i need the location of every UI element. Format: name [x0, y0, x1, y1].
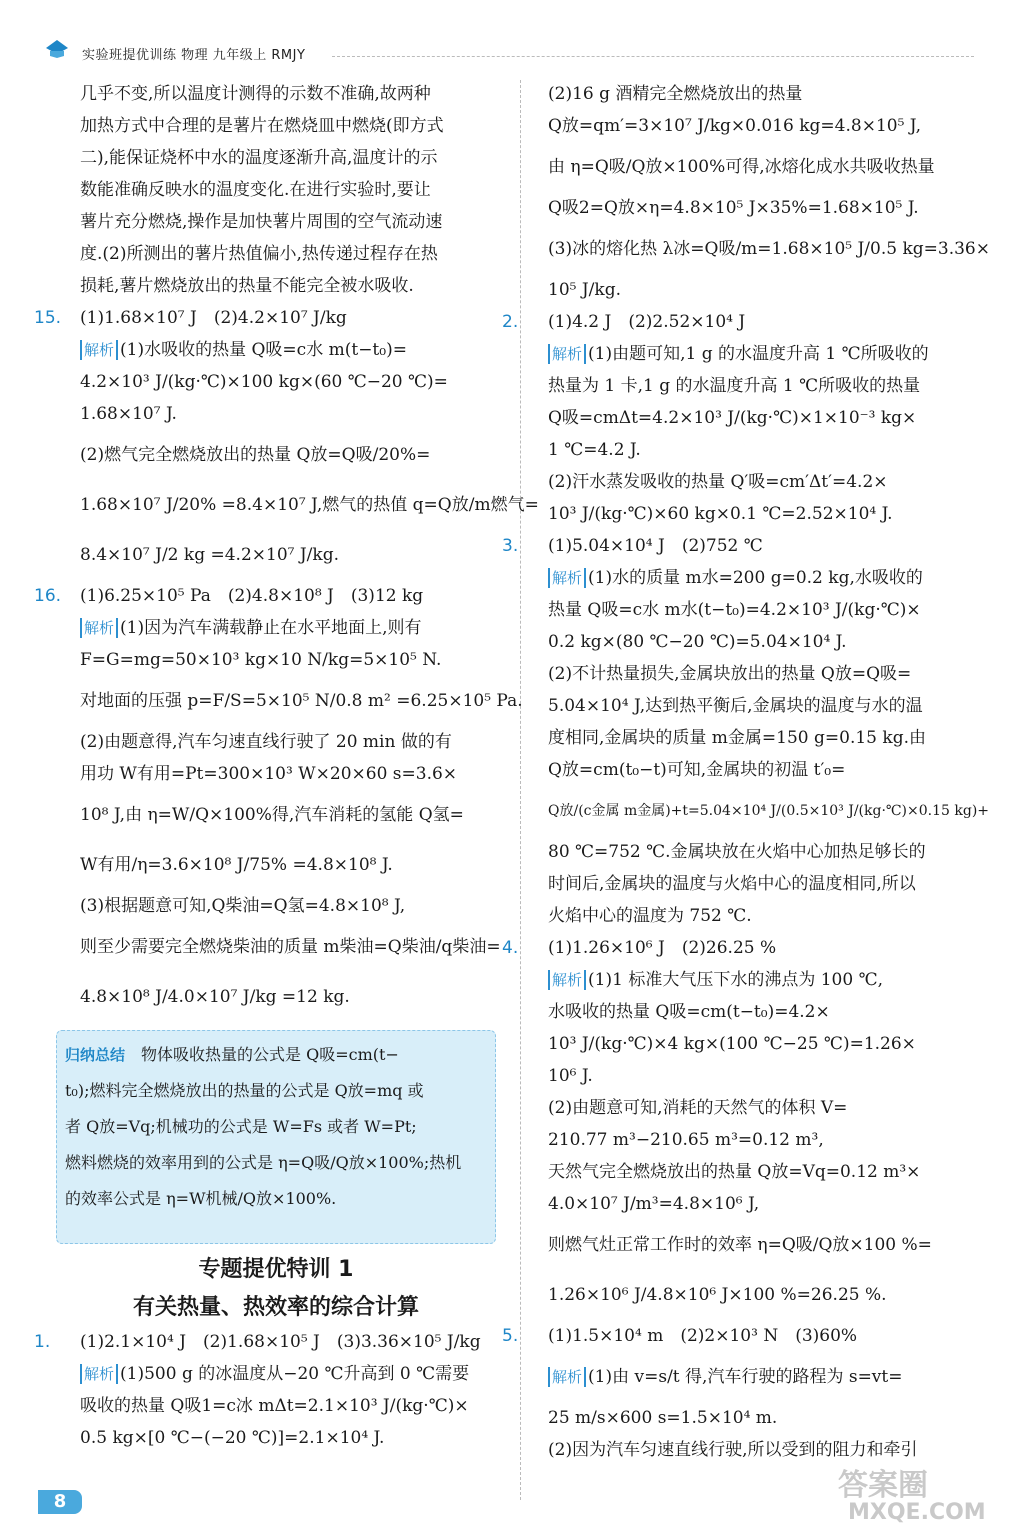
- summary-text: 燃料燃烧的效率用到的公式是 η=Q吸/Q放×100%;热机: [65, 1153, 462, 1172]
- text-line: 1 ℃=4.2 J.: [548, 440, 641, 460]
- text-line: (1)由题可知,1 g 的水温度升高 1 ℃所吸收的: [588, 344, 929, 364]
- text-line: 10⁶ J.: [548, 1066, 593, 1086]
- right-column: [502, 78, 990, 1466]
- summary-text: 的效率公式是 η=W机械/Q放×100%.: [65, 1189, 337, 1208]
- header-title: 实验班提优训练 物理 九年级上 RMJY: [82, 48, 306, 63]
- text-line: (2)由题意得,汽车匀速直线行驶了 20 min 做的有: [80, 732, 452, 752]
- text-line: Q吸2=Q放×η=4.8×10⁵ J×35%=1.68×10⁵ J.: [548, 198, 919, 218]
- question-number: 15.: [34, 308, 62, 328]
- question-number: 1.: [34, 1332, 51, 1352]
- analysis-tag: 解析: [80, 340, 118, 360]
- page-number: 8: [38, 1490, 82, 1514]
- analysis-tag: 解析: [548, 568, 586, 588]
- analysis-tag: 解析: [548, 1367, 586, 1387]
- analysis-tag: 解析: [548, 970, 586, 990]
- text-line: 热量为 1 卡,1 g 的水温度升高 1 ℃所吸收的热量: [548, 376, 921, 396]
- question-number: 16.: [34, 586, 62, 606]
- question-number: 3.: [502, 536, 519, 556]
- text-line: 1.68×10⁷ J/20% =8.4×10⁷ J,燃气的热值 q=Q放/m燃气=: [80, 495, 539, 515]
- text-line: 度.(2)所测出的薯片热值偏小,热传递过程存在热: [80, 244, 438, 264]
- watermark-logo: 答案圈: [838, 1468, 928, 1503]
- text-line: (2)16 g 酒精完全燃烧放出的热量: [548, 84, 803, 104]
- text-line: 损耗,薯片燃烧放出的热量不能完全被水吸收.: [80, 276, 414, 296]
- text-line: 度相同,金属块的质量 m金属=150 g=0.15 kg.由: [548, 728, 926, 748]
- question-number: 4.: [502, 938, 519, 958]
- header-rule: [332, 56, 974, 57]
- text-line: (1)1 标准大气压下水的沸点为 100 ℃,: [588, 970, 883, 990]
- text-line: 数能准确反映水的温度变化.在进行实验时,要让: [80, 180, 431, 200]
- text-line: 吸收的热量 Q吸1=c冰 mΔt=2.1×10³ J/(kg·℃)×: [80, 1396, 469, 1416]
- text-line: 10⁵ J/kg.: [548, 280, 621, 300]
- text-line: 天然气完全燃烧放出的热量 Q放=Vq=0.12 m³×: [548, 1162, 921, 1182]
- summary-title: 归纳总结: [65, 1046, 126, 1064]
- summary-box: [56, 1030, 496, 1244]
- answer-text: (1)4.2 J (2)2.52×10⁴ J: [548, 312, 746, 332]
- answer-line-1: [34, 1326, 500, 1358]
- text-line: 5.04×10⁴ J,达到热平衡后,金属块的温度与水的温: [548, 696, 923, 716]
- text-line: 1.26×10⁶ J/4.8×10⁶ J×100 %=26.25 %.: [548, 1285, 887, 1305]
- answer-text: (1)1.26×10⁶ J (2)26.25 %: [548, 938, 777, 958]
- text-line: (2)由题意可知,消耗的天然气的体积 V=: [548, 1098, 848, 1118]
- text-line: (1)由 v=s/t 得,汽车行驶的路程为 s=vt=: [588, 1367, 903, 1387]
- analysis-tag: 解析: [80, 1364, 118, 1384]
- text-line: 火焰中心的温度为 752 ℃.: [548, 906, 752, 926]
- text-line: (2)不计热量损失,金属块放出的热量 Q放=Q吸=: [548, 664, 912, 684]
- analysis-tag: 解析: [80, 618, 118, 638]
- section-subtitle: 有关热量、热效率的综合计算: [132, 1295, 419, 1320]
- text-line: 80 ℃=752 ℃.金属块放在火焰中心加热足够长的: [548, 842, 926, 862]
- text-line: 薯片充分燃烧,操作是加快薯片周围的空气流动速: [80, 212, 443, 232]
- text-line: W有用/η=3.6×10⁸ J/75% =4.8×10⁸ J.: [80, 855, 393, 875]
- summary-text: 物体吸收热量的公式是 Q吸=cm(t−: [141, 1045, 399, 1064]
- text-line: 0.5 kg×[0 ℃−(−20 ℃)]=2.1×10⁴ J.: [80, 1428, 385, 1448]
- text-line: 由 η=Q吸/Q放×100%可得,冰熔化成水共吸收热量: [548, 157, 935, 177]
- text-line: (2)汗水蒸发吸收的热量 Q′吸=cm′Δt′=4.2×: [548, 472, 888, 492]
- analysis-line: [80, 334, 500, 366]
- book-logo-icon: [44, 38, 70, 58]
- text-line: 热量 Q吸=c水 m水(t−t₀)=4.2×10³ J/(kg·℃)×: [548, 600, 921, 620]
- page-header: [0, 0, 1023, 70]
- analysis-line: [548, 338, 973, 370]
- section-title: 专题提优特训 1: [198, 1257, 354, 1282]
- answer-text: (1)2.1×10⁴ J (2)1.68×10⁵ J (3)3.36×10⁵ J/kg: [80, 1332, 481, 1352]
- answer-line-16: [34, 580, 500, 612]
- text-line: Q放=qm′=3×10⁷ J/kg×0.016 kg=4.8×10⁵ J,: [548, 116, 922, 136]
- text-line: 用功 W有用=Pt=300×10³ W×20×60 s=3.6×: [80, 764, 458, 784]
- answer-line-3: [502, 530, 973, 562]
- text-line: (1)水吸收的热量 Q吸=c水 m(t−t₀)=: [120, 340, 407, 360]
- analysis-line: [548, 1352, 973, 1402]
- answer-line-2: [502, 306, 973, 338]
- text-line: (3)根据题意可知,Q柴油=Q氢=4.8×10⁸ J,: [80, 896, 406, 916]
- watermark-url: MXQE.COM: [848, 1500, 986, 1525]
- answer-text: (1)5.04×10⁴ J (2)752 ℃: [548, 536, 763, 556]
- text-line: (1)因为汽车满载静止在水平地面上,则有: [120, 618, 422, 638]
- summary-text: 者 Q放=Vq;机械功的公式是 W=Fs 或者 W=Pt;: [65, 1117, 417, 1136]
- text-line: (2)燃气完全燃烧放出的热量 Q放=Q吸/20%=: [80, 445, 431, 465]
- text-line: (2)因为汽车匀速直线行驶,所以受到的阻力和牵引: [548, 1440, 918, 1460]
- text-line: 则燃气灶正常工作时的效率 η=Q吸/Q放×100 %=: [548, 1235, 932, 1255]
- summary-line: [65, 1037, 487, 1073]
- text-line: 几乎不变,所以温度计测得的示数不准确,故两种: [80, 84, 431, 104]
- question-number: 5.: [502, 1326, 519, 1346]
- analysis-tag: 解析: [548, 344, 586, 364]
- text-line: 时间后,金属块的温度与火焰中心的温度相同,所以: [548, 874, 916, 894]
- text-line: Q放/(c金属 m金属)+t=5.04×10⁴ J/(0.5×10³ J/(kg·℃)×0.15 kg)+: [548, 803, 990, 819]
- answer-text: (1)1.68×10⁷ J (2)4.2×10⁷ J/kg: [80, 308, 347, 328]
- text-line: Q吸=cmΔt=4.2×10³ J/(kg·℃)×1×10⁻³ kg×: [548, 408, 917, 428]
- text-line: 1.68×10⁷ J.: [80, 404, 177, 424]
- text-line: 210.77 m³−210.65 m³=0.12 m³,: [548, 1130, 824, 1150]
- text-line: 4.2×10³ J/(kg·℃)×100 kg×(60 ℃−20 ℃)=: [80, 372, 448, 392]
- summary-text: t₀);燃料完全燃烧放出的热量的公式是 Q放=mq 或: [65, 1081, 424, 1100]
- answer-text: (1)6.25×10⁵ Pa (2)4.8×10⁸ J (3)12 kg: [80, 586, 424, 606]
- text-line: 0.2 kg×(80 ℃−20 ℃)=5.04×10⁴ J.: [548, 632, 847, 652]
- text-line: 4.8×10⁸ J/4.0×10⁷ J/kg =12 kg.: [80, 987, 350, 1007]
- text-line: 25 m/s×600 s=1.5×10⁴ m.: [548, 1408, 778, 1428]
- analysis-line: [80, 1358, 500, 1390]
- text-line: 加热方式中合理的是薯片在燃烧皿中燃烧(即方式: [80, 116, 444, 136]
- text-line: 10³ J/(kg·℃)×60 kg×0.1 ℃=2.52×10⁴ J.: [548, 504, 893, 524]
- text-line: (1)水的质量 m水=200 g=0.2 kg,水吸收的: [588, 568, 923, 588]
- analysis-line: [548, 964, 973, 996]
- left-column-bottom: [34, 1326, 500, 1454]
- analysis-line: [80, 612, 500, 644]
- text-line: 水吸收的热量 Q吸=cm(t−t₀)=4.2×: [548, 1002, 830, 1022]
- text-line: 对地面的压强 p=F/S=5×10⁵ N/0.8 m² =6.25×10⁵ Pa.: [80, 691, 523, 711]
- question-number: 2.: [502, 312, 519, 332]
- column-divider: [520, 80, 521, 1500]
- text-line: 10³ J/(kg·℃)×4 kg×(100 ℃−25 ℃)=1.26×: [548, 1034, 916, 1054]
- text-line: 8.4×10⁷ J/2 kg =4.2×10⁷ J/kg.: [80, 545, 339, 565]
- answer-line-5: [502, 1320, 973, 1352]
- analysis-line: [548, 562, 973, 594]
- text-line: 4.0×10⁷ J/m³=4.8×10⁶ J,: [548, 1194, 760, 1214]
- answer-line-15: [34, 302, 500, 334]
- answer-text: (1)1.5×10⁴ m (2)2×10³ N (3)60%: [548, 1326, 858, 1346]
- text-line: 则至少需要完全燃烧柴油的质量 m柴油=Q柴油/q柴油=: [80, 937, 501, 957]
- text-line: 二),能保证烧杯中水的温度逐渐升高,温度计的示: [80, 148, 438, 168]
- text-line: (1)500 g 的冰温度从−20 ℃升高到 0 ℃需要: [120, 1364, 470, 1384]
- text-line: F=G=mg=50×10³ kg×10 N/kg=5×10⁵ N.: [80, 650, 442, 670]
- text-line: 10⁸ J,由 η=W/Q×100%得,汽车消耗的氢能 Q氢=: [80, 805, 464, 825]
- text-line: Q放=cm(t₀−t)可知,金属块的初温 t′₀=: [548, 760, 846, 780]
- left-column: [34, 78, 539, 1022]
- text-line: (3)冰的熔化热 λ冰=Q吸/m=1.68×10⁵ J/0.5 kg=3.36×: [548, 239, 990, 259]
- answer-line-4: [502, 932, 973, 964]
